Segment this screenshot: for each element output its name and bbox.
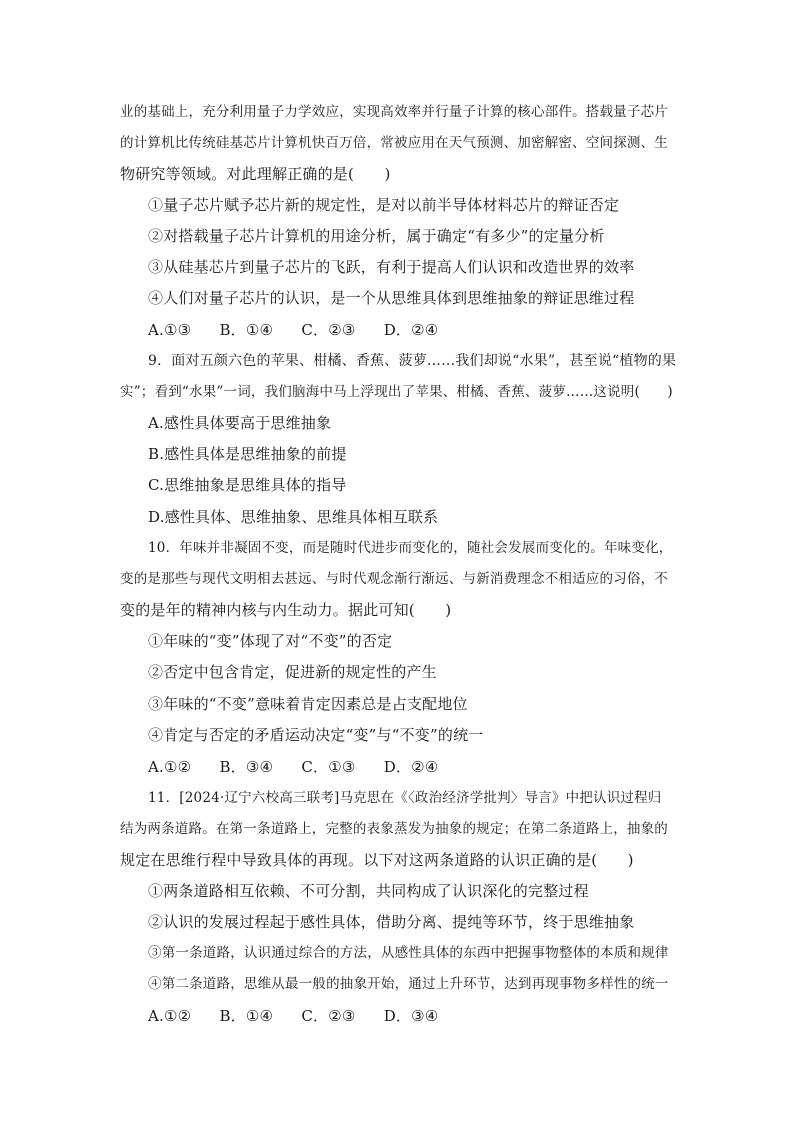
q8-statement-1: ①量子芯片赋予芯片新的规定性，是对以前半导体材料芯片的辩证否定 [148, 196, 620, 214]
q10-statement-2: ②否定中包含肯定，促进新的规定性的产生 [148, 663, 437, 681]
q8-statement-2: ②对搭载量子芯片计算机的用途分析，属于确定“有多少”的定量分析 [148, 227, 605, 245]
q10-stem-line-3: 变的是年的精神内核与内生动力。据此可知( ) [120, 601, 452, 619]
q9-choice-c: C.思维抽象是思维具体的指导 [148, 476, 347, 494]
q8-statement-4: ④人们对量子芯片的认识，是一个从思维具体到思维抽象的辩证思维过程 [148, 289, 635, 307]
q9-choice-a: A.感性具体要高于思维抽象 [148, 414, 332, 432]
q11-statement-3: ③第一条道路，认识通过综合的方法，从感性具体的东西中把握事物整体的本质和规律 [148, 945, 669, 961]
q8-statement-3: ③从硅基芯片到量子芯片的飞跃，有利于提高人们认识和改造世界的效率 [148, 258, 635, 276]
q11-statement-4: ④第二条道路，思维从最一般的抽象开始，通过上升环节，达到再现事物多样性的统一 [148, 976, 669, 992]
q9-choice-b: B.感性具体是思维抽象的前提 [148, 445, 347, 463]
q10-statement-1: ①年味的“变”体现了对“不变”的否定 [148, 632, 393, 650]
q11-stem-line-3: 规定在思维行程中导致具体的再现。以下对这两条道路的认识正确的是( ) [120, 851, 634, 869]
q8-stem-line-1: 业的基础上，充分利用量子力学效应，实现高效率并行量子计算的核心部件。搭载量子芯片 [120, 104, 668, 120]
q8-answer-options: A.①③ B．①④ C．②③ D．②④ [148, 321, 439, 339]
q9-stem-line-1: 9．面对五颜六色的苹果、柑橘、香蕉、菠萝……我们却说“水果”，甚至说“植物的果 [148, 353, 677, 369]
q11-stem-line-2: 结为两条道路。在第一条道路上，完整的表象蒸发为抽象的规定；在第二条道路上，抽象的 [120, 821, 668, 837]
q9-choice-d: D.感性具体、思维抽象、思维具体相互联系 [148, 508, 439, 526]
q11-statement-1: ①两条道路相互依赖、不可分割，共同构成了认识深化的完整过程 [148, 882, 589, 900]
q10-stem-line-1: 10．年味并非凝固不变，而是随时代进步而变化的，随社会发展而变化的。年味变化， [148, 540, 673, 556]
q10-statement-4: ④肯定与否定的矛盾运动决定“变”与“不变”的统一 [148, 726, 484, 744]
q8-stem-line-3: 物研究等领域。对此理解正确的是( ) [120, 165, 391, 183]
q11-stem-line-1: 11．[2024·辽宁六校高三联考]马克思在《〈政治经济学批判〉导言》中把认识过程归 [148, 790, 662, 806]
q10-stem-line-2: 变的是那些与现代文明相去甚远、与时代观念渐行渐远、与新消费理念不相适应的习俗，不 [120, 571, 668, 587]
q11-answer-options: A.①② B．①④ C．②③ D．③④ [148, 1007, 439, 1025]
q11-statement-2: ②认识的发展过程起于感性具体，借助分离、提纯等环节，终于思维抽象 [148, 913, 635, 931]
q10-answer-options: A.①② B．③④ C．①③ D．②④ [148, 758, 439, 776]
q10-statement-3: ③年味的“不变”意味着肯定因素总是占支配地位 [148, 695, 468, 713]
q8-stem-line-2: 的计算机比传统硅基芯片计算机快百万倍，常被应用在天气预测、加密解密、空间探测、生 [120, 135, 668, 151]
q9-stem-line-2: 实”；看到“水果”一词，我们脑海中马上浮现出了苹果、柑橘、香蕉、菠萝……这说明( ) [120, 384, 673, 400]
